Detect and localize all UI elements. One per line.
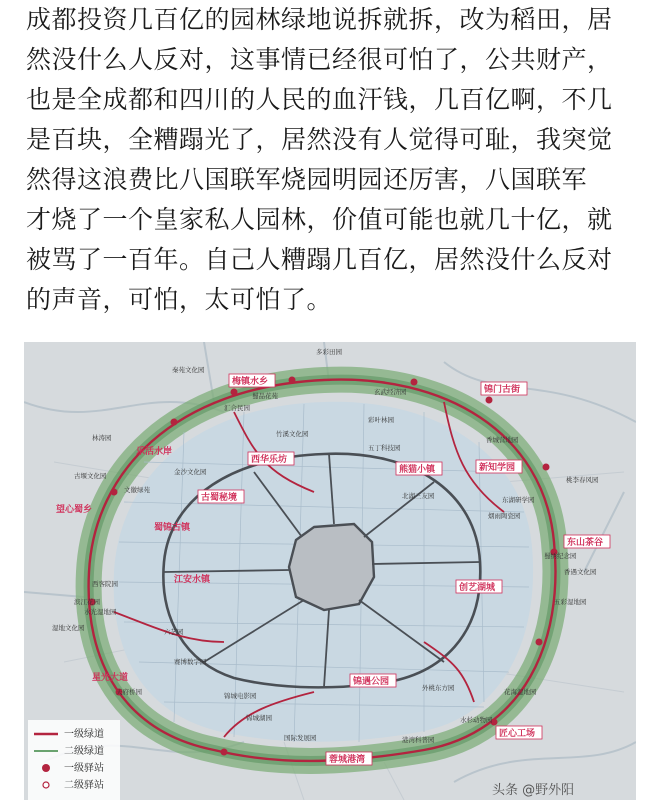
map-park-label: 蜀品花苑: [252, 392, 278, 400]
map-park-label: 香遇文化园: [564, 568, 597, 576]
map-park-label: 赛博数字园: [174, 658, 207, 666]
map-park-label: 竹溪文化园: [276, 430, 309, 438]
watermark: 头条 @野外阳: [492, 783, 575, 798]
map-park-label: 港湾科普园: [402, 736, 435, 744]
map-park-label: 秦苑文化园: [172, 366, 205, 374]
map-pink-label: 梅镇水乡: [232, 377, 269, 387]
legend-label: 二级驿站: [64, 780, 104, 791]
map-pink-label: 星光大道: [92, 673, 129, 683]
map-park-label: 西客院园: [92, 580, 118, 588]
map-pink-label: 锦门古街: [484, 385, 521, 395]
map-park-label: 水杉动物园: [460, 716, 493, 724]
map-park-label: 湿地文化园: [52, 624, 85, 632]
map-park-label: 国际发展园: [284, 734, 317, 742]
map-park-label: 天府桥园: [116, 688, 142, 696]
map-pink-label: 乐活水岸: [136, 447, 173, 457]
map-park-label: 香城营地园: [486, 436, 519, 444]
map-legend: [28, 720, 120, 800]
map-park-label: 金沙文化园: [174, 468, 207, 476]
map-pink-label: 新知学园: [479, 463, 516, 473]
map-pink-label: 锦遇公园: [353, 677, 390, 687]
map-pink-label: 望心蜀乡: [56, 505, 93, 515]
legend-label: 二级绿道: [64, 746, 104, 757]
map-pink-label: 古蜀秘境: [201, 493, 238, 503]
legend-label: 一级驿站: [64, 763, 104, 774]
post-line: 被骂了一百年。自己人糟蹋几百亿，居然没什么反对: [26, 245, 613, 274]
greenway-map[interactable]: [24, 342, 636, 800]
post-line: 然得这浪费比八国联军烧园明园还厉害，八国联军: [26, 165, 588, 194]
map-pink-label: 匠心工场: [499, 729, 536, 739]
post-line: 然没什么人反对，这事情已经很可怕了，公共财产，: [26, 45, 613, 74]
map-park-label: 五彩湿地园: [554, 598, 587, 606]
map-park-label: 花海湿地园: [504, 688, 537, 696]
map-park-label: 彩叶林园: [368, 416, 394, 424]
map-park-label: 东湖研学园: [502, 496, 535, 504]
map-park-label: 林涛园: [92, 434, 112, 442]
map-pink-label: 江安水镇: [174, 575, 211, 585]
map-park-label: 汇合民园: [224, 404, 250, 412]
map-pink-label: 蜀锦古镇: [154, 523, 191, 533]
map-park-label: 五丁科技园: [368, 444, 401, 452]
map-park-label: 蜀绣纪念园: [544, 552, 577, 560]
map-pink-label: 西华乐坊: [251, 455, 288, 465]
map-park-label: 多彩田园: [316, 348, 342, 356]
map-park-label: 桃李春风园: [566, 476, 599, 484]
map-park-label: 锦城电影园: [224, 692, 257, 700]
post-line: 是百块，全糟蹋光了，居然没有人觉得可耻，我突觉: [26, 125, 613, 154]
map-park-label: 古堰文化园: [74, 472, 107, 480]
post-line: 也是全成都和四川的人民的血汗钱，几百亿啊，不几: [26, 85, 613, 114]
map-park-label: 外桃东方园: [422, 684, 455, 692]
post-line: 才烧了一个皇家私人园林，价值可能也就几十亿，就: [26, 205, 613, 234]
post-text: [26, 0, 646, 320]
map-park-label: 玄武经济园: [374, 388, 407, 396]
map-park-label: 锦城湖园: [246, 714, 272, 722]
map-park-label: 北湖三友园: [402, 492, 435, 500]
map-park-label: 六艺园: [164, 628, 184, 636]
map-park-label: 文徽绿苑: [124, 486, 150, 494]
map-pink-label: 创艺湖城: [459, 583, 496, 593]
map-pink-label: 东山茶谷: [567, 538, 604, 548]
map-pink-label: 熊猫小镇: [399, 465, 436, 475]
post-line: 成都投资几百亿的园林绿地说拆就拆，改为稻田，居: [26, 5, 613, 34]
map-park-label: 滨江花园: [74, 598, 100, 606]
map-pink-label: 蓉城港湾: [329, 755, 366, 765]
map-park-label: 烟雨陶瓷园: [488, 512, 521, 520]
map-canvas: [24, 342, 636, 800]
legend-label: 一级绿道: [64, 729, 104, 740]
post-line: 的声音，可怕，太可怕了。: [26, 285, 333, 314]
map-park-label: 水光湿地园: [84, 608, 117, 616]
